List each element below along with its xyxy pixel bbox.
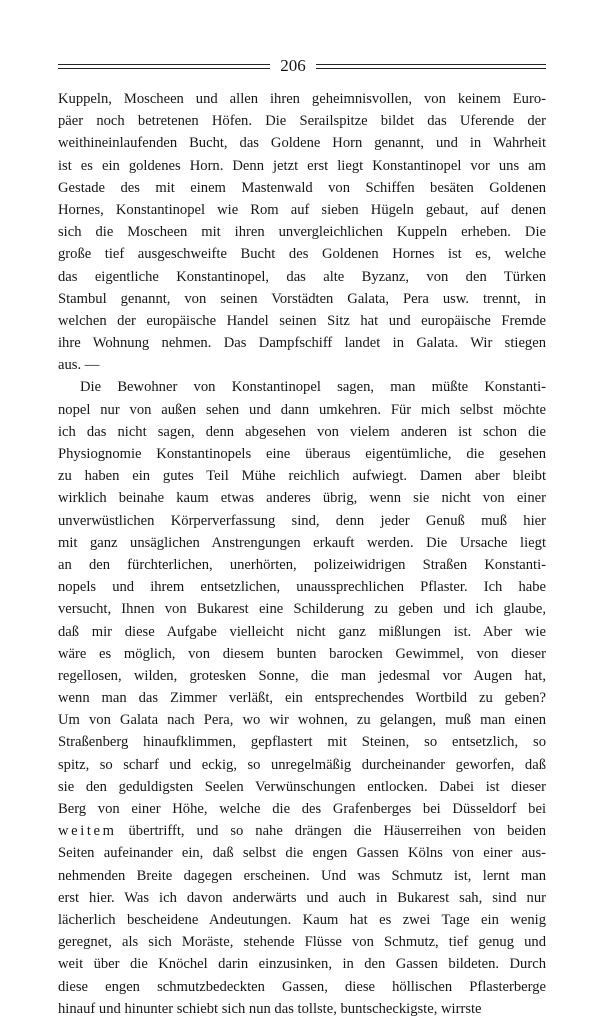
text-line: Berg von einer Höhe, welche die des Grafenberges bei Düsseldorf bei bbox=[58, 801, 546, 817]
text-line: Um von Galata nach Pera, wo wir wohnen, zu gelangen, muß man einen bbox=[58, 712, 546, 729]
text-line: aus. — bbox=[58, 357, 100, 374]
text-line: sie den geduldigsten Seelen Verwünschungen entlocken. Dabei ist dieser bbox=[58, 778, 546, 795]
text-line: das eigentliche Konstantinopel, das alte Byzanz, von den Türken bbox=[58, 268, 546, 285]
text-line: zu haben ein gutes Teil Mühe reichlich aufwiegt. Damen aber bleibt bbox=[58, 468, 546, 485]
text-line: erst hier. Was ich davon anderwärts und auch in Bukarest sah, sind nur bbox=[58, 889, 546, 906]
text-line: Straßenberg hinaufklimmen, gepflastert mit Steinen, so entsetzlich, so bbox=[58, 734, 546, 751]
text-line: sich die Moscheen mit ihren unvergleichlichen Kuppeln erheben. Die bbox=[58, 224, 546, 241]
text-line: große tief ausgeschweifte Bucht des Goldenen Hornes ist es, welche bbox=[58, 246, 546, 263]
page-number: 206 bbox=[280, 56, 306, 75]
text-line: mit ganz unsäglichen Anstrengungen erkauft werden. Die Ursache liegt bbox=[58, 534, 546, 551]
text-line: wenn man das Zimmer verläßt, ein entsprechendes Wortbild zu geben? bbox=[58, 690, 546, 707]
text-line: welchen der europäische Handel seinen Sitz hat und europäische Fremde bbox=[58, 312, 546, 329]
text-line: lächerlich bescheidene Andeutungen. Kaum hat es zwei Tage ein wenig bbox=[58, 911, 546, 928]
text-line: spitz, so scharf und eckig, so unregelmäßig durcheinander geworfen, daß bbox=[58, 756, 546, 773]
body-text bbox=[58, 88, 546, 1020]
text-line: Hornes, Konstantinopel wie Rom auf sieben Hügeln gebaut, auf denen bbox=[58, 201, 546, 218]
text-line: weithineinlaufenden Bucht, das Goldene Horn genannt, und in Wahrheit bbox=[58, 135, 546, 152]
text-line: daß mir diese Aufgabe vielleicht nicht ganz mißlungen ist. Aber wie bbox=[58, 623, 546, 640]
text-line: Kuppeln, Moscheen und allen ihren geheimnisvollen, von keinem Euro- bbox=[58, 91, 546, 107]
text-line: Gestade des mit einem Mastenwald von Schiffen besäten Goldenen bbox=[58, 179, 546, 196]
text-line: wirklich beinahe kaum etwas anderes übrig, wenn sie nicht von einer bbox=[58, 490, 546, 507]
text-line: päer noch betretenen Höfen. Die Serailspitze bildet das Uferende der bbox=[58, 113, 546, 130]
text-line: unverwüstlichen Körperverfassung sind, denn jeder Genuß muß hier bbox=[58, 512, 546, 529]
text-line: versucht, Ihnen von Bukarest eine Schilderung zu geben und ich glaube, bbox=[58, 601, 546, 618]
text-line: Seiten aufeinander ein, daß selbst die engen Gassen Kölns von einer aus- bbox=[58, 845, 546, 862]
text-line: ist es ein goldenes Horn. Denn jetzt erst liegt Konstantinopel vor uns am bbox=[58, 157, 546, 174]
text-line: ihre Wohnung nehmen. Das Dampfschiff landet in Galata. Wir stiegen bbox=[58, 335, 546, 352]
text-line-emphasis bbox=[58, 820, 546, 842]
text-line: Physiognomie Konstantinopels eine überaus eigentümliche, die gesehen bbox=[58, 446, 546, 462]
spaced-emphasis: weitem bbox=[58, 823, 117, 840]
text-line: wäre es möglich, von diesem bunten barocken Gewimmel, von dieser bbox=[58, 645, 546, 662]
page-header bbox=[58, 55, 548, 79]
header-rule-right bbox=[316, 64, 546, 69]
text-line: nopel nur von außen sehen und dann umkehren. Für mich selbst möchte bbox=[58, 401, 546, 418]
text-line: Stambul genannt, von seinen Vorstädten Galata, Pera usw. trennt, in bbox=[58, 290, 546, 307]
text-line: nehmenden Breite dagegen erscheinen. Und was Schmutz ist, lernt man bbox=[58, 867, 546, 884]
text-line: geregnet, als sich Moräste, stehende Flüsse von Schmutz, tief genug und bbox=[58, 934, 546, 951]
text-line: hinauf und hinunter schiebt sich nun das tollste, buntscheckigste, wirrste bbox=[58, 1000, 482, 1017]
text-line: ich das nicht sagen, denn abgesehen von vielem anderen ist schon die bbox=[58, 423, 546, 440]
header-rule-left bbox=[58, 64, 270, 69]
text-line: Die Bewohner von Konstantinopel sagen, man müßte Konstanti- bbox=[80, 379, 546, 396]
text-line: diese engen schmutzbedeckten Gassen, diese höllischen Pflasterberge bbox=[58, 978, 546, 995]
text-line: weit über die Knöchel darin einzusinken, in den Gassen bildeten. Durch bbox=[58, 956, 546, 973]
text-line: an den fürchterlichen, unerhörten, polizeiwidrigen Straßen Konstanti- bbox=[58, 556, 546, 573]
text-line: nopels und ihrem entsetzlichen, unaussprechlichen Pflaster. Ich habe bbox=[58, 579, 546, 596]
emphasis-line-rest: übertrifft, und so nahe drängen die Häuserreihen von beiden bbox=[116, 823, 546, 840]
text-line: regellosen, wilden, grotesken Sonne, die man jedesmal vor Augen hat, bbox=[58, 667, 546, 684]
